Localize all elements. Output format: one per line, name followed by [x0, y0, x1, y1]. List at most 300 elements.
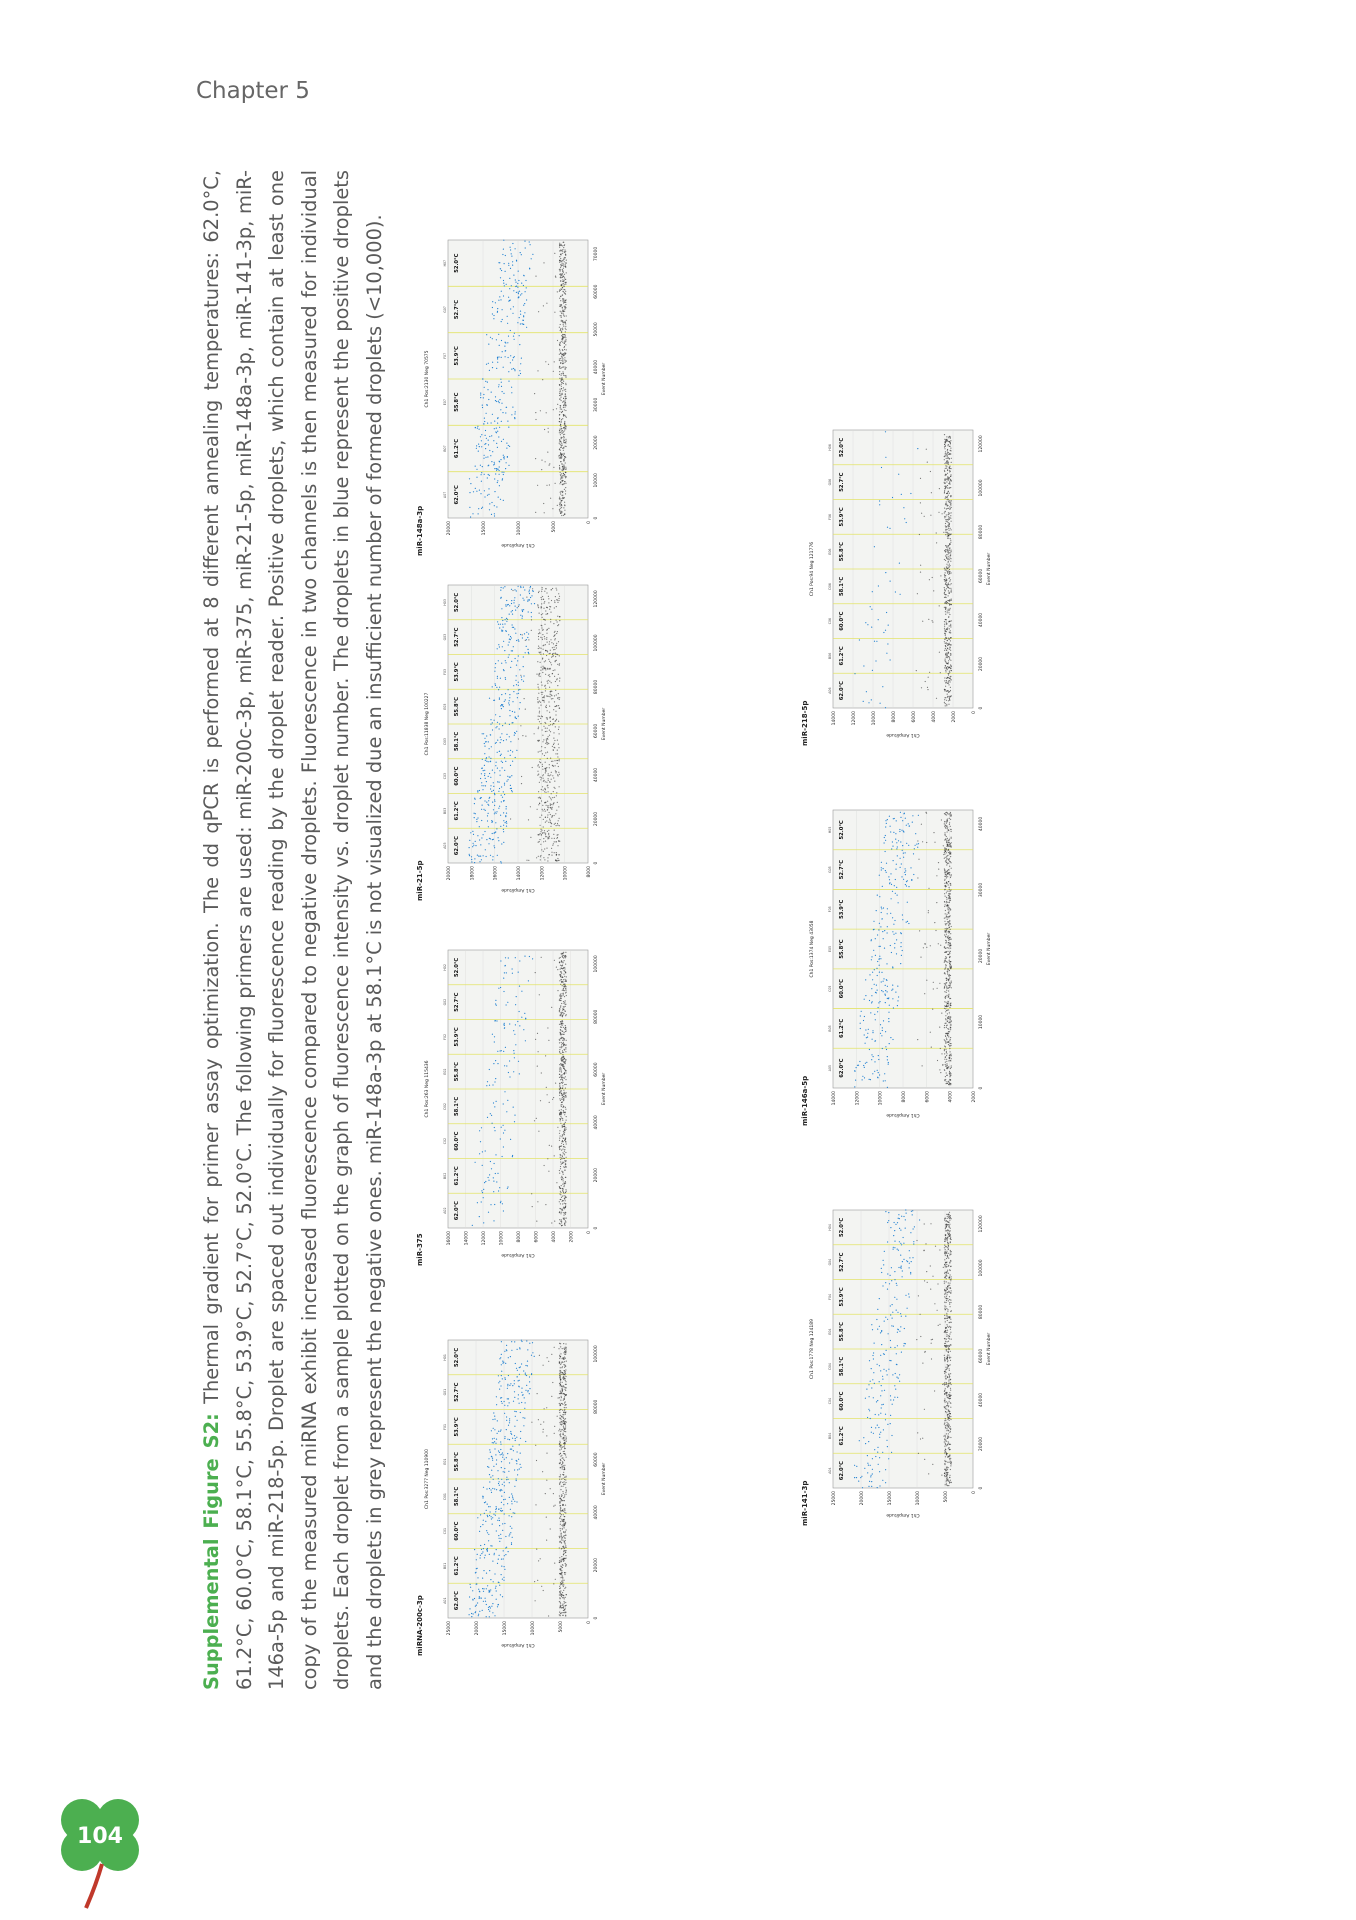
positive-droplet — [511, 253, 512, 254]
negative-droplet — [946, 1272, 947, 1273]
negative-droplet — [560, 426, 561, 427]
positive-droplet — [510, 1509, 511, 1510]
negative-droplet — [562, 968, 563, 969]
x-tick-label: 60000 — [594, 723, 599, 739]
negative-droplet — [541, 694, 542, 695]
positive-droplet — [507, 1439, 508, 1440]
positive-droplet — [531, 616, 532, 617]
positive-droplet — [502, 1452, 503, 1453]
positive-droplet — [507, 456, 508, 457]
negative-droplet — [562, 1021, 563, 1022]
positive-droplet — [504, 346, 505, 347]
negative-droplet — [944, 1305, 945, 1306]
positive-droplet — [503, 1577, 504, 1578]
positive-droplet — [486, 761, 487, 762]
negative-droplet — [563, 1427, 564, 1428]
negative-droplet — [943, 1383, 944, 1384]
positive-droplet — [501, 291, 502, 292]
negative-droplet — [563, 1138, 564, 1139]
negative-droplet — [564, 1134, 565, 1135]
negative-droplet — [542, 596, 543, 597]
negative-droplet — [563, 1178, 564, 1179]
negative-droplet — [562, 300, 563, 301]
negative-droplet — [560, 1100, 561, 1101]
positive-droplet — [481, 1190, 482, 1191]
negative-droplet — [542, 764, 543, 765]
positive-droplet — [514, 1391, 515, 1392]
positive-droplet — [529, 241, 530, 242]
negative-droplet — [562, 1080, 563, 1081]
positive-droplet — [491, 1456, 492, 1457]
negative-droplet — [945, 1418, 946, 1419]
negative-droplet — [950, 1426, 951, 1427]
negative-droplet — [947, 1364, 948, 1365]
negative-droplet — [565, 1414, 566, 1415]
positive-droplet — [492, 301, 493, 302]
positive-droplet — [484, 1557, 485, 1558]
negative-droplet — [565, 337, 566, 338]
temperature-label: 52.7°C — [454, 299, 460, 320]
negative-droplet — [552, 804, 553, 805]
negative-droplet — [538, 639, 539, 640]
negative-droplet — [565, 375, 566, 376]
negative-droplet — [561, 289, 562, 290]
negative-droplet — [563, 1525, 564, 1526]
negative-droplet — [562, 1575, 563, 1576]
positive-droplet — [499, 1358, 500, 1359]
positive-droplet — [525, 1018, 526, 1019]
negative-droplet — [564, 514, 565, 515]
negative-droplet — [945, 1306, 946, 1307]
positive-droplet — [530, 587, 531, 588]
negative-droplet — [542, 634, 543, 635]
positive-droplet — [522, 598, 523, 599]
positive-droplet — [522, 320, 523, 321]
negative-droplet — [558, 624, 559, 625]
negative-droplet — [565, 308, 566, 309]
negative-droplet — [540, 831, 541, 832]
negative-droplet — [544, 859, 545, 860]
positive-droplet — [524, 633, 525, 634]
negative-droplet — [563, 1561, 564, 1562]
negative-droplet — [563, 464, 564, 465]
negative-droplet — [948, 1414, 949, 1415]
x-tick-label: 0 — [979, 1486, 984, 1490]
negative-droplet — [558, 726, 559, 727]
positive-droplet — [498, 791, 499, 792]
positive-droplet — [518, 586, 519, 587]
negative-droplet — [562, 1438, 563, 1439]
positive-droplet — [509, 715, 510, 716]
positive-droplet — [499, 728, 500, 729]
negative-droplet — [558, 766, 559, 767]
negative-droplet — [541, 1586, 542, 1587]
negative-droplet — [562, 320, 563, 321]
negative-droplet — [559, 510, 560, 511]
negative-droplet — [947, 1298, 948, 1299]
positive-droplet — [515, 1416, 516, 1417]
negative-droplet — [562, 1565, 563, 1566]
negative-droplet — [949, 1370, 950, 1371]
positive-droplet — [499, 1389, 500, 1390]
positive-droplet — [502, 1361, 503, 1362]
positive-droplet — [488, 1177, 489, 1178]
positive-droplet — [504, 623, 505, 624]
positive-droplet — [506, 1420, 507, 1421]
positive-droplet — [887, 1374, 888, 1375]
positive-droplet — [513, 685, 514, 686]
positive-droplet — [497, 1470, 498, 1471]
negative-droplet — [560, 969, 561, 970]
negative-droplet — [512, 590, 513, 591]
negative-droplet — [538, 1131, 539, 1132]
negative-droplet — [561, 428, 562, 429]
negative-droplet — [949, 1285, 950, 1286]
positive-droplet — [509, 1497, 510, 1498]
negative-droplet — [525, 709, 526, 710]
positive-droplet — [501, 862, 502, 863]
negative-droplet — [559, 1547, 560, 1548]
positive-droplet — [489, 1606, 490, 1607]
negative-droplet — [565, 1025, 566, 1026]
negative-droplet — [948, 1249, 949, 1250]
negative-droplet — [560, 1012, 561, 1013]
temperature-label: 60.0°C — [454, 1131, 460, 1151]
negative-droplet — [565, 1196, 566, 1197]
positive-droplet — [525, 247, 526, 248]
temperature-label: 55.8°C — [454, 697, 460, 717]
negative-droplet — [946, 1452, 947, 1453]
positive-droplet — [484, 1513, 485, 1514]
negative-droplet — [557, 858, 558, 859]
positive-droplet — [503, 283, 504, 284]
positive-droplet — [490, 1161, 491, 1162]
positive-droplet — [520, 252, 521, 253]
negative-droplet — [560, 1489, 561, 1490]
positive-droplet — [492, 821, 493, 822]
negative-droplet — [545, 1204, 546, 1205]
negative-droplet — [564, 467, 565, 468]
negative-droplet — [548, 428, 549, 429]
negative-droplet — [948, 1383, 949, 1384]
negative-droplet — [547, 758, 548, 759]
negative-droplet — [561, 1197, 562, 1198]
droplet-plot — [795, 1200, 1010, 1530]
positive-droplet — [896, 1377, 897, 1378]
negative-droplet — [560, 1364, 561, 1365]
positive-droplet — [490, 1579, 491, 1580]
negative-droplet — [544, 591, 545, 592]
negative-droplet — [563, 324, 564, 325]
negative-droplet — [524, 698, 525, 699]
positive-droplet — [486, 1510, 487, 1511]
x-tick-label: 40000 — [594, 767, 599, 783]
negative-droplet — [564, 483, 565, 484]
negative-droplet — [951, 1310, 952, 1311]
negative-droplet — [551, 682, 552, 683]
positive-droplet — [490, 758, 491, 759]
positive-droplet — [505, 619, 506, 620]
positive-droplet — [487, 1081, 488, 1082]
positive-droplet — [516, 693, 517, 694]
negative-droplet — [561, 511, 562, 512]
positive-droplet — [507, 421, 508, 422]
negative-droplet — [560, 1029, 561, 1030]
positive-droplet — [515, 248, 516, 249]
negative-droplet — [547, 613, 548, 614]
negative-droplet — [541, 830, 542, 831]
negative-droplet — [944, 1359, 945, 1360]
negative-droplet — [920, 1314, 921, 1315]
negative-droplet — [945, 1375, 946, 1376]
positive-droplet — [509, 1060, 510, 1061]
negative-droplet — [546, 412, 547, 413]
negative-droplet — [559, 1444, 560, 1445]
negative-droplet — [943, 1436, 944, 1437]
positive-droplet — [529, 1388, 530, 1389]
negative-droplet — [562, 1172, 563, 1173]
positive-droplet — [885, 1282, 886, 1283]
negative-droplet — [555, 753, 556, 754]
negative-droplet — [950, 1449, 951, 1450]
negative-droplet — [538, 719, 539, 720]
positive-droplet — [499, 782, 500, 783]
positive-droplet — [515, 610, 516, 611]
negative-droplet — [556, 633, 557, 634]
negative-droplet — [562, 1491, 563, 1492]
negative-droplet — [560, 408, 561, 409]
negative-droplet — [559, 1052, 560, 1053]
negative-droplet — [562, 295, 563, 296]
negative-droplet — [564, 407, 565, 408]
positive-droplet — [505, 1047, 506, 1048]
negative-droplet — [562, 1403, 563, 1404]
positive-droplet — [497, 678, 498, 679]
negative-droplet — [556, 967, 557, 968]
negative-droplet — [562, 299, 563, 300]
positive-droplet — [501, 382, 502, 383]
negative-droplet — [540, 829, 541, 830]
negative-droplet — [549, 767, 550, 768]
positive-droplet — [497, 418, 498, 419]
positive-droplet — [903, 1216, 904, 1217]
negative-droplet — [561, 341, 562, 342]
positive-droplet — [512, 791, 513, 792]
negative-droplet — [541, 716, 542, 717]
negative-droplet — [551, 695, 552, 696]
negative-droplet — [561, 1429, 562, 1430]
positive-droplet — [503, 1504, 504, 1505]
positive-droplet — [885, 1469, 886, 1470]
negative-droplet — [947, 1355, 948, 1356]
positive-droplet — [498, 1535, 499, 1536]
positive-droplet — [491, 746, 492, 747]
negative-droplet — [565, 1088, 566, 1089]
negative-droplet — [552, 673, 553, 674]
positive-droplet — [503, 1146, 504, 1147]
positive-droplet — [521, 1341, 522, 1342]
positive-droplet — [480, 797, 481, 798]
y-axis-label: Ch1 Amplitude — [501, 542, 535, 547]
positive-droplet — [512, 265, 513, 266]
negative-droplet — [564, 1451, 565, 1452]
negative-droplet — [543, 599, 544, 600]
positive-droplet — [502, 1523, 503, 1524]
negative-droplet — [565, 469, 566, 470]
negative-droplet — [539, 674, 540, 675]
negative-droplet — [561, 476, 562, 477]
negative-droplet — [563, 1493, 564, 1494]
negative-droplet — [553, 636, 554, 637]
negative-droplet — [565, 1109, 566, 1110]
positive-droplet — [488, 444, 489, 445]
positive-droplet — [506, 781, 507, 782]
positive-droplet — [899, 1228, 900, 1229]
positive-droplet — [497, 311, 498, 312]
negative-droplet — [559, 291, 560, 292]
positive-droplet — [476, 1559, 477, 1560]
positive-droplet — [499, 262, 500, 263]
negative-droplet — [560, 1605, 561, 1606]
negative-droplet — [564, 359, 565, 360]
positive-droplet — [511, 589, 512, 590]
positive-droplet — [494, 1429, 495, 1430]
positive-droplet — [527, 1391, 528, 1392]
negative-droplet — [950, 1357, 951, 1358]
positive-droplet — [483, 458, 484, 459]
positive-droplet — [532, 958, 533, 959]
negative-droplet — [553, 1583, 554, 1584]
negative-droplet — [561, 360, 562, 361]
negative-droplet — [949, 1220, 950, 1221]
negative-droplet — [561, 1070, 562, 1071]
negative-droplet — [560, 1431, 561, 1432]
negative-droplet — [563, 1615, 564, 1616]
positive-droplet — [494, 478, 495, 479]
positive-droplet — [515, 282, 516, 283]
negative-droplet — [565, 1203, 566, 1204]
negative-droplet — [532, 588, 533, 589]
x-tick-label: 80000 — [594, 1009, 599, 1024]
positive-droplet — [506, 1457, 507, 1458]
negative-droplet — [547, 669, 548, 670]
positive-droplet — [527, 1361, 528, 1362]
positive-droplet — [489, 450, 490, 451]
negative-droplet — [947, 1405, 948, 1406]
negative-droplet — [564, 453, 565, 454]
negative-droplet — [564, 1372, 565, 1373]
positive-droplet — [888, 1369, 889, 1370]
positive-droplet — [489, 748, 490, 749]
positive-droplet — [879, 1437, 880, 1438]
negative-droplet — [565, 1192, 566, 1193]
negative-droplet — [560, 1583, 561, 1584]
negative-droplet — [562, 1482, 563, 1483]
negative-droplet — [950, 1469, 951, 1470]
negative-droplet — [948, 1341, 949, 1342]
negative-droplet — [564, 1167, 565, 1168]
y-axis-label: Ch1 Amplitude — [501, 1642, 535, 1647]
positive-droplet — [479, 826, 480, 827]
negative-droplet — [543, 826, 544, 827]
positive-droplet — [494, 428, 495, 429]
negative-droplet — [550, 826, 551, 827]
negative-droplet — [559, 1560, 560, 1561]
negative-droplet — [949, 1477, 950, 1478]
positive-droplet — [481, 508, 482, 509]
negative-droplet — [950, 1431, 951, 1432]
positive-droplet — [498, 1382, 499, 1383]
negative-droplet — [538, 633, 539, 634]
negative-droplet — [920, 1336, 921, 1337]
negative-droplet — [538, 311, 539, 312]
negative-droplet — [547, 787, 548, 788]
negative-droplet — [947, 1330, 948, 1331]
negative-droplet — [556, 792, 557, 793]
negative-droplet — [560, 1087, 561, 1088]
negative-droplet — [561, 1424, 562, 1425]
y-axis-label: Ch1 Amplitude — [501, 1252, 535, 1257]
negative-droplet — [564, 421, 565, 422]
negative-droplet — [560, 300, 561, 301]
positive-droplet — [870, 1465, 871, 1466]
temperature-label: 52.0°C — [454, 592, 460, 612]
negative-droplet — [547, 752, 548, 753]
positive-droplet — [518, 639, 519, 640]
positive-droplet — [513, 602, 514, 603]
negative-droplet — [553, 643, 554, 644]
negative-droplet — [565, 1079, 566, 1080]
negative-droplet — [559, 1095, 560, 1096]
negative-droplet — [559, 395, 560, 396]
negative-droplet — [558, 1430, 559, 1431]
positive-droplet — [505, 1554, 506, 1555]
negative-droplet — [559, 260, 560, 261]
negative-droplet — [944, 1393, 945, 1394]
negative-droplet — [947, 1242, 948, 1243]
negative-droplet — [552, 845, 553, 846]
positive-droplet — [516, 1411, 517, 1412]
negative-droplet — [562, 310, 563, 311]
negative-droplet — [931, 1358, 932, 1359]
positive-droplet — [482, 805, 483, 806]
positive-droplet — [494, 805, 495, 806]
negative-droplet — [562, 453, 563, 454]
positive-droplet — [490, 1489, 491, 1490]
negative-droplet — [563, 1474, 564, 1475]
negative-droplet — [553, 777, 554, 778]
negative-droplet — [946, 1316, 947, 1317]
x-tick-label: 20000 — [594, 1558, 599, 1573]
negative-droplet — [557, 1416, 558, 1417]
positive-droplet — [897, 1249, 898, 1250]
negative-droplet — [949, 1454, 950, 1455]
negative-droplet — [560, 492, 561, 493]
positive-droplet — [497, 482, 498, 483]
positive-droplet — [518, 293, 519, 294]
negative-droplet — [560, 1459, 561, 1460]
negative-droplet — [537, 1066, 538, 1067]
positive-droplet — [473, 1613, 474, 1614]
positive-droplet — [519, 1367, 520, 1368]
negative-droplet — [559, 680, 560, 681]
positive-droplet — [495, 396, 496, 397]
positive-droplet — [494, 1163, 495, 1164]
negative-droplet — [926, 1271, 927, 1272]
positive-droplet — [516, 286, 517, 287]
positive-droplet — [499, 687, 500, 688]
positive-droplet — [489, 370, 490, 371]
